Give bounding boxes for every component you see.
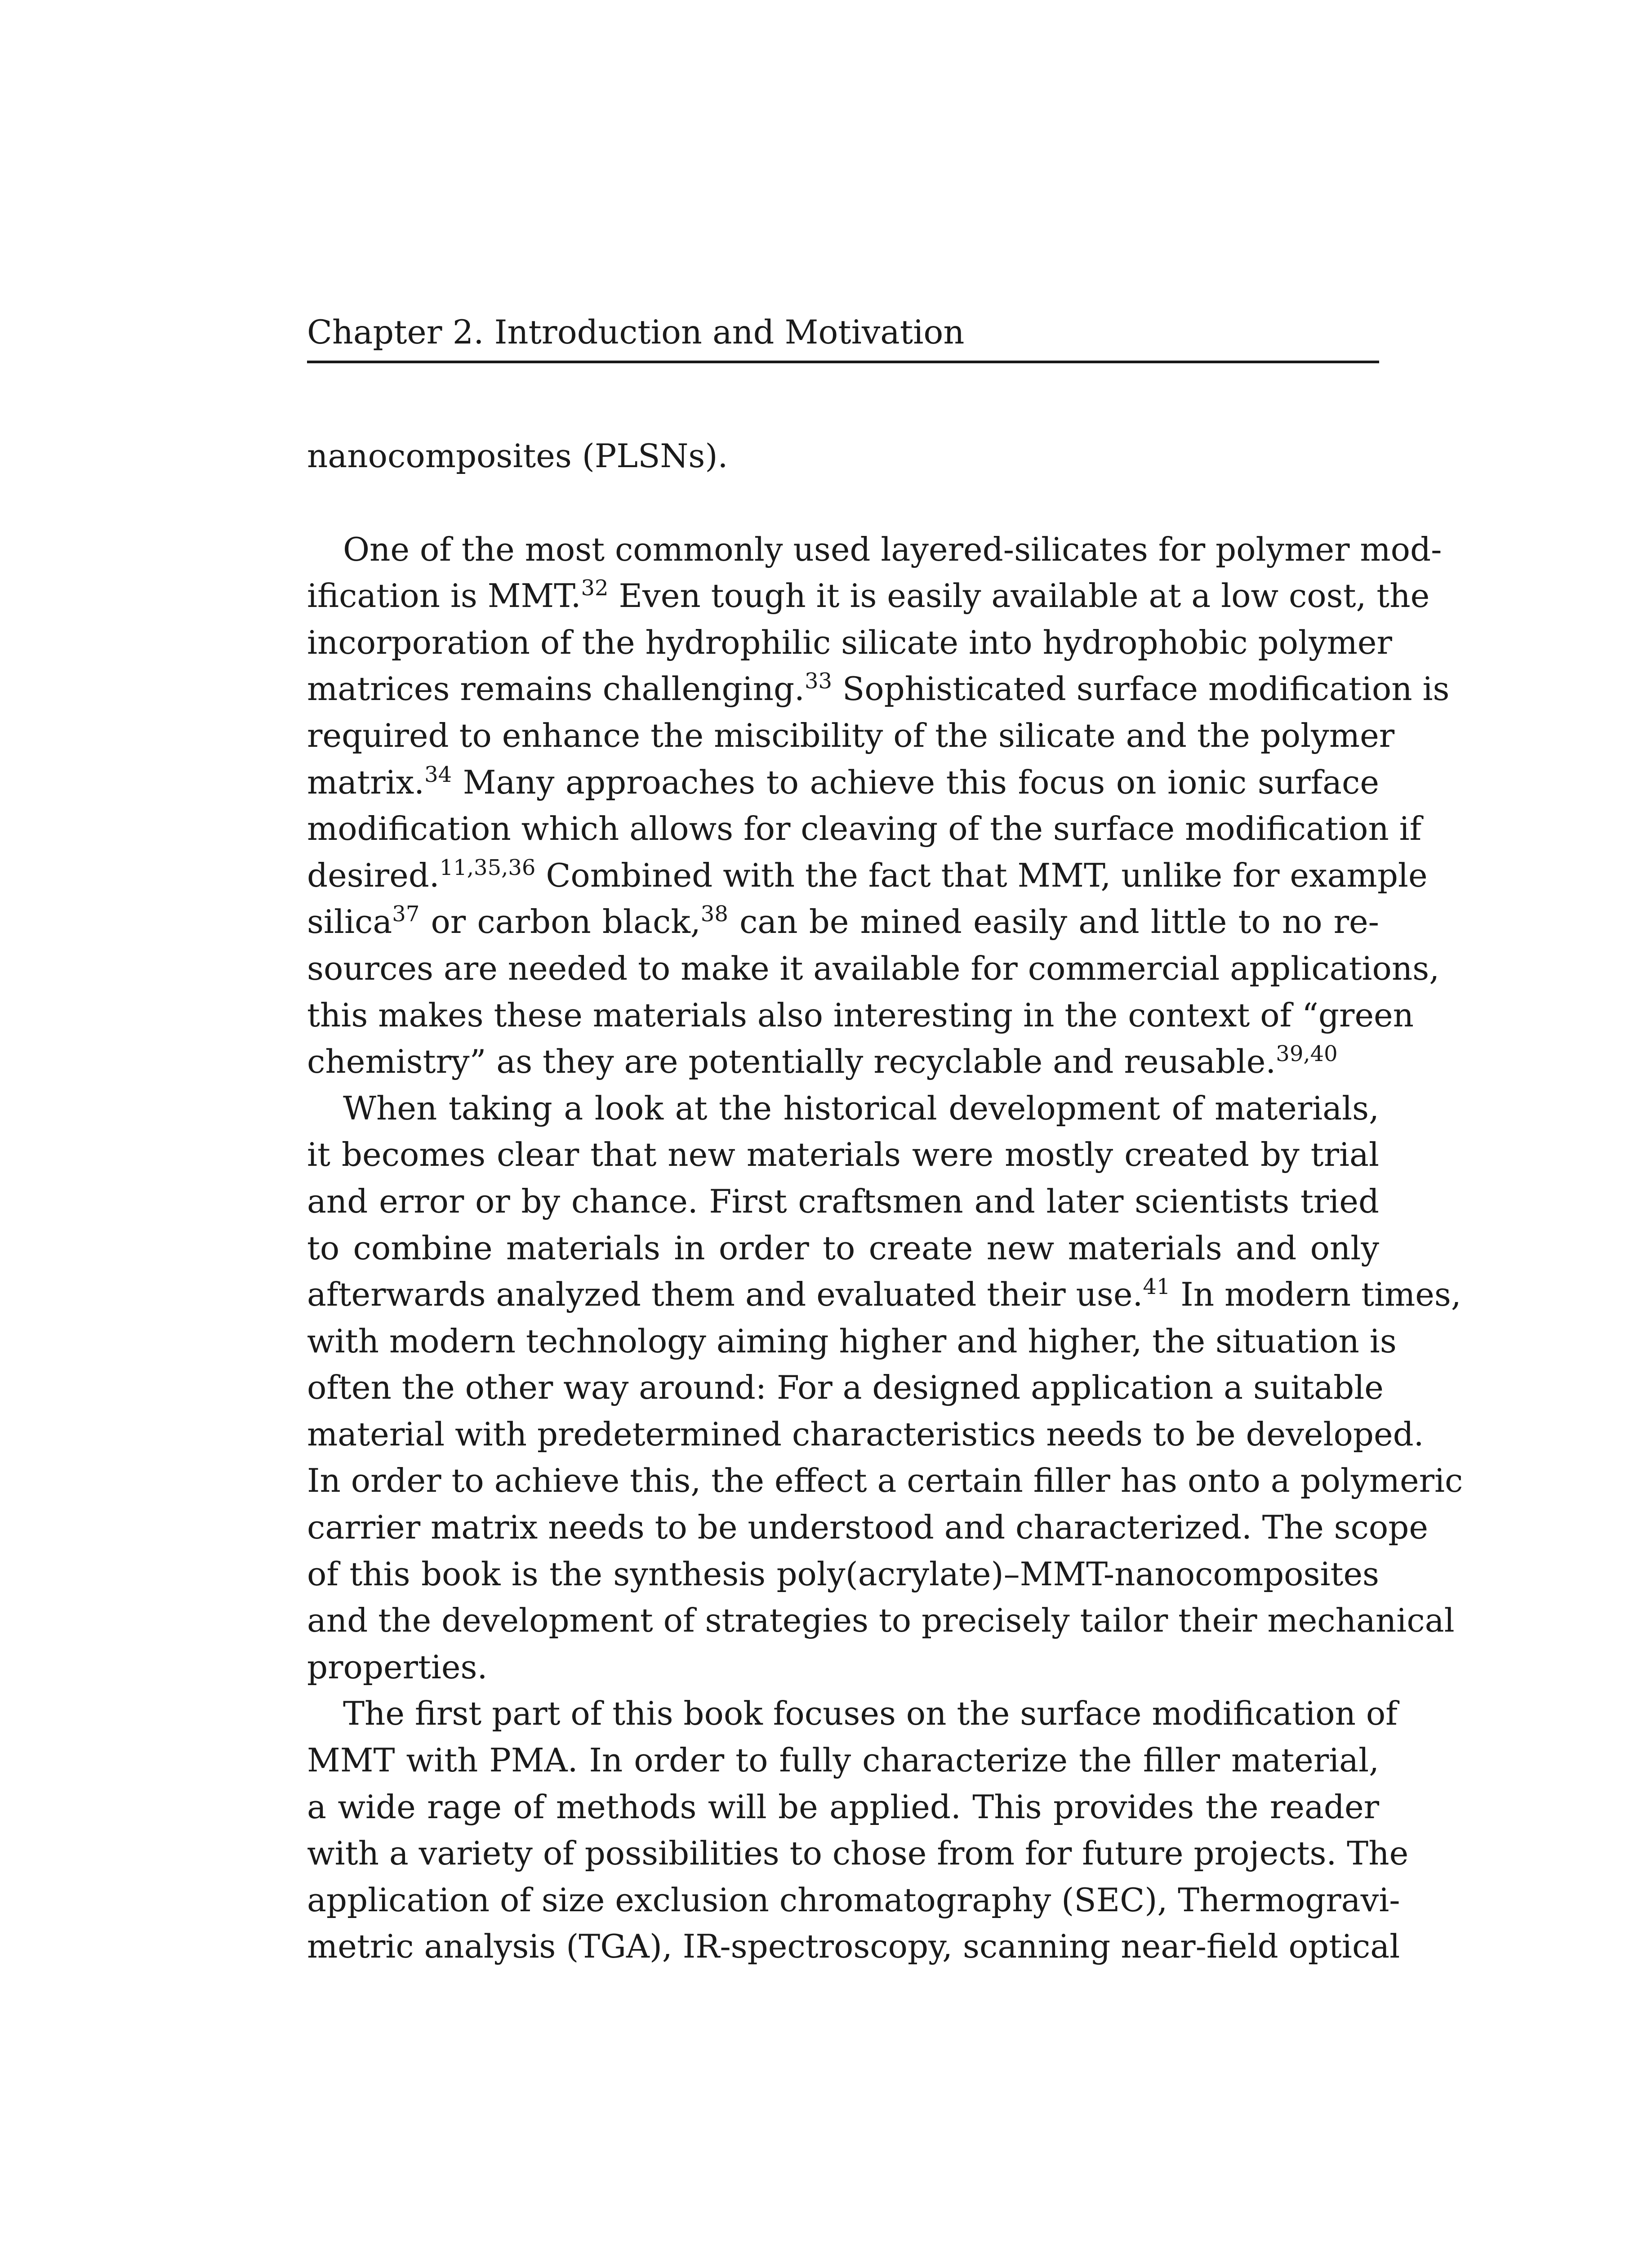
text-run: this makes these materials also interesting in the context of “green: [307, 996, 1414, 1034]
text-run: it becomes clear that new materials were mostly created by trial: [307, 1136, 1379, 1174]
text-run: nanocomposites (PLSNs).: [307, 437, 728, 475]
text-run: In modern times,: [1170, 1276, 1461, 1314]
text-line: [307, 1039, 1379, 1085]
text-run: and the development of strategies to precisely tailor their mechanical: [307, 1601, 1455, 1640]
text-run: chemistry” as they are potentially recyclable and reusable.: [307, 1043, 1276, 1081]
text-line: [307, 620, 1392, 666]
text-line: [307, 1551, 1379, 1598]
text-line: [307, 1597, 1455, 1644]
text-run: a wide rage of methods will be applied. This provides the reader: [307, 1788, 1379, 1826]
citation-superscript: 32: [581, 575, 609, 601]
text-line: [307, 806, 1422, 852]
text-line: [307, 433, 1379, 480]
text-line: [307, 1365, 1384, 1411]
body-text: [307, 433, 1463, 1970]
running-head: Chapter 2. Introduction and Motivation: [307, 313, 965, 352]
text-run: of this book is the synthesis poly(acrylate)–MMT-nanocomposites: [307, 1555, 1379, 1593]
text-run: afterwards analyzed them and evaluated their use.: [307, 1276, 1143, 1314]
text-line: [307, 1458, 1463, 1504]
text-line: [307, 946, 1440, 992]
text-run: material with predetermined characteristics needs to be developed.: [307, 1415, 1424, 1453]
text-run: incorporation of the hydrophilic silicate into hydrophobic polymer: [307, 623, 1392, 661]
text-line: [307, 1225, 1379, 1272]
text-run: Many approaches to achieve this focus on ionic surface: [452, 763, 1379, 801]
text-line: [307, 1085, 1379, 1132]
text-run: silica: [307, 903, 392, 941]
text-line: [307, 992, 1414, 1039]
text-line: [307, 1644, 1379, 1691]
text-run: matrix.: [307, 763, 425, 801]
text-run: In order to achieve this, the effect a certain filler has onto a polymeric: [307, 1462, 1463, 1500]
citation-superscript: 33: [804, 669, 833, 694]
text-line: [307, 1690, 1398, 1737]
citation-superscript: 38: [700, 901, 728, 927]
text-run: properties.: [307, 1648, 488, 1686]
header-rule: [307, 361, 1379, 363]
text-line: [307, 1737, 1379, 1784]
text-run: ification is MMT.: [307, 577, 581, 615]
text-run: to combine materials in order to create new materials and only: [307, 1229, 1379, 1267]
text-line: [307, 899, 1379, 946]
text-line: [307, 666, 1450, 713]
text-line: [307, 1784, 1379, 1831]
text-run: The first part of this book focuses on the surface modification of: [343, 1695, 1398, 1733]
text-line: [307, 1178, 1379, 1225]
text-line: [307, 1318, 1397, 1365]
text-run: with modern technology aiming higher and higher, the situation is: [307, 1322, 1397, 1360]
text-line: [307, 1504, 1428, 1551]
text-run: desired.: [307, 856, 440, 894]
text-run: can be mined easily and little to no re-: [728, 903, 1379, 941]
text-run: MMT with PMA. In order to fully characterize the filler material,: [307, 1741, 1379, 1780]
text-run: and error or by chance. First craftsmen and later scientists tried: [307, 1182, 1379, 1220]
text-line: [307, 1830, 1409, 1877]
text-run: One of the most commonly used layered-silicates for polymer mod-: [343, 530, 1442, 568]
text-line: [307, 1877, 1400, 1924]
text-line: [307, 759, 1379, 806]
text-line: [307, 852, 1428, 899]
text-run: required to enhance the miscibility of the silicate and the polymer: [307, 716, 1395, 754]
text-run: application of size exclusion chromatography (SEC), Thermogravi-: [307, 1881, 1400, 1919]
text-run: When taking a look at the historical development of materials,: [343, 1089, 1379, 1127]
citation-superscript: 34: [424, 762, 452, 787]
paragraph-gap: [307, 480, 1379, 526]
text-line: [307, 713, 1395, 759]
text-line: [307, 1271, 1461, 1318]
text-line: [307, 1132, 1379, 1178]
text-line: [307, 526, 1442, 573]
citation-superscript: 37: [392, 901, 420, 927]
text-line: [307, 1923, 1400, 1970]
text-run: sources are needed to make it available for commercial applications,: [307, 949, 1440, 987]
text-run: or carbon black,: [419, 903, 701, 941]
text-run: Even tough it is easily available at a low cost, the: [608, 577, 1430, 615]
text-run: often the other way around: For a designed application a suitable: [307, 1369, 1384, 1407]
citation-superscript: 39,40: [1276, 1041, 1338, 1067]
text-run: Combined with the fact that MMT, unlike for example: [535, 856, 1428, 894]
text-run: metric analysis (TGA), IR-spectroscopy, scanning near-field optical: [307, 1927, 1400, 1966]
text-run: matrices remains challenging.: [307, 670, 805, 708]
text-line: [307, 573, 1430, 620]
text-run: modification which allows for cleaving of the surface modification if: [307, 810, 1422, 848]
citation-superscript: 41: [1143, 1274, 1171, 1300]
text-line: [307, 1411, 1424, 1458]
text-run: with a variety of possibilities to chose from for future projects. The: [307, 1834, 1409, 1873]
citation-superscript: 11,35,36: [439, 855, 536, 880]
text-run: Sophisticated surface modification is: [832, 670, 1450, 708]
text-run: carrier matrix needs to be understood and characterized. The scope: [307, 1508, 1428, 1547]
